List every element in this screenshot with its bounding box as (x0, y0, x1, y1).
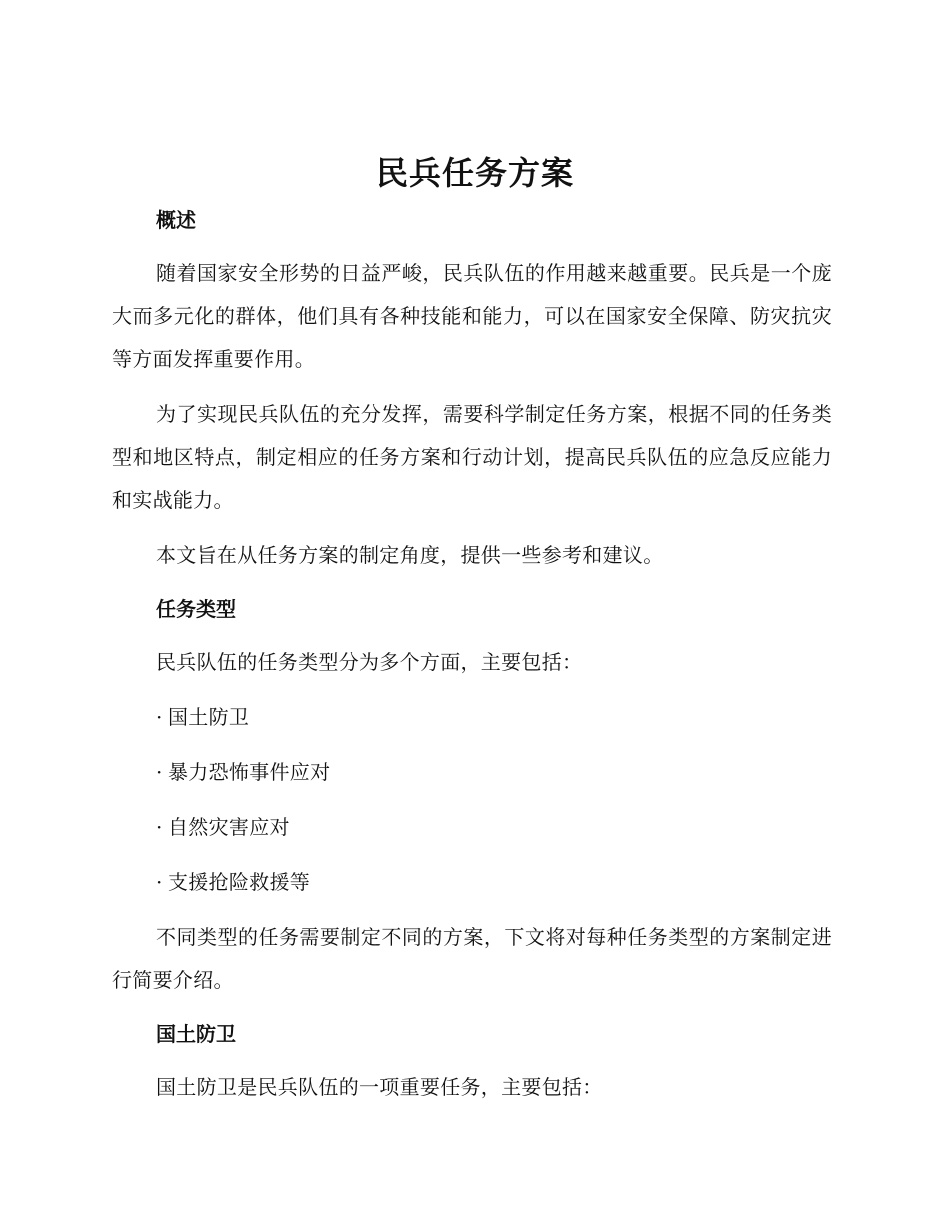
document-title: 民兵任务方案 (375, 154, 574, 192)
bullet-icon: · (156, 705, 163, 729)
paragraph: 国土防卫是民兵队伍的一项重要任务，主要包括： (156, 1075, 603, 1099)
section-heading-task-types: 任务类型 (156, 597, 236, 621)
bullet-icon: · (156, 760, 163, 784)
paragraph: 民兵队伍的任务类型分为多个方面，主要包括： (156, 650, 583, 674)
list-item (112, 806, 832, 849)
list-item-text: 支援抢险救援等 (168, 870, 311, 894)
document-body (112, 200, 832, 1121)
bullet-icon: · (156, 815, 163, 839)
list-item (112, 696, 832, 739)
paragraph: 随着国家安全形势的日益严峻，民兵队伍的作用越来越重要。民兵是一个庞大而多元化的群体，他们具有各种技能和能力，可以在国家安全保障、防灾抗灾等方面发挥重要作用。 (112, 261, 832, 371)
paragraph: 不同类型的任务需要制定不同的方案，下文将对每种任务类型的方案制定进行简要介绍。 (112, 925, 832, 992)
list-item-text: 自然灾害应对 (168, 815, 290, 839)
list-item (112, 751, 832, 794)
section-heading-overview: 概述 (156, 208, 196, 232)
list-item-text: 国土防卫 (168, 705, 250, 729)
paragraph: 为了实现民兵队伍的充分发挥，需要科学制定任务方案，根据不同的任务类型和地区特点，制定相应的任务方案和行动计划，提高民兵队伍的应急反应能力和实战能力。 (112, 402, 832, 512)
paragraph: 本文旨在从任务方案的制定角度，提供一些参考和建议。 (156, 543, 664, 567)
list-item-text: 暴力恐怖事件应对 (168, 760, 331, 784)
list-item (112, 861, 832, 904)
section-heading-territorial-defense: 国土防卫 (156, 1022, 236, 1046)
bullet-icon: · (156, 870, 163, 894)
